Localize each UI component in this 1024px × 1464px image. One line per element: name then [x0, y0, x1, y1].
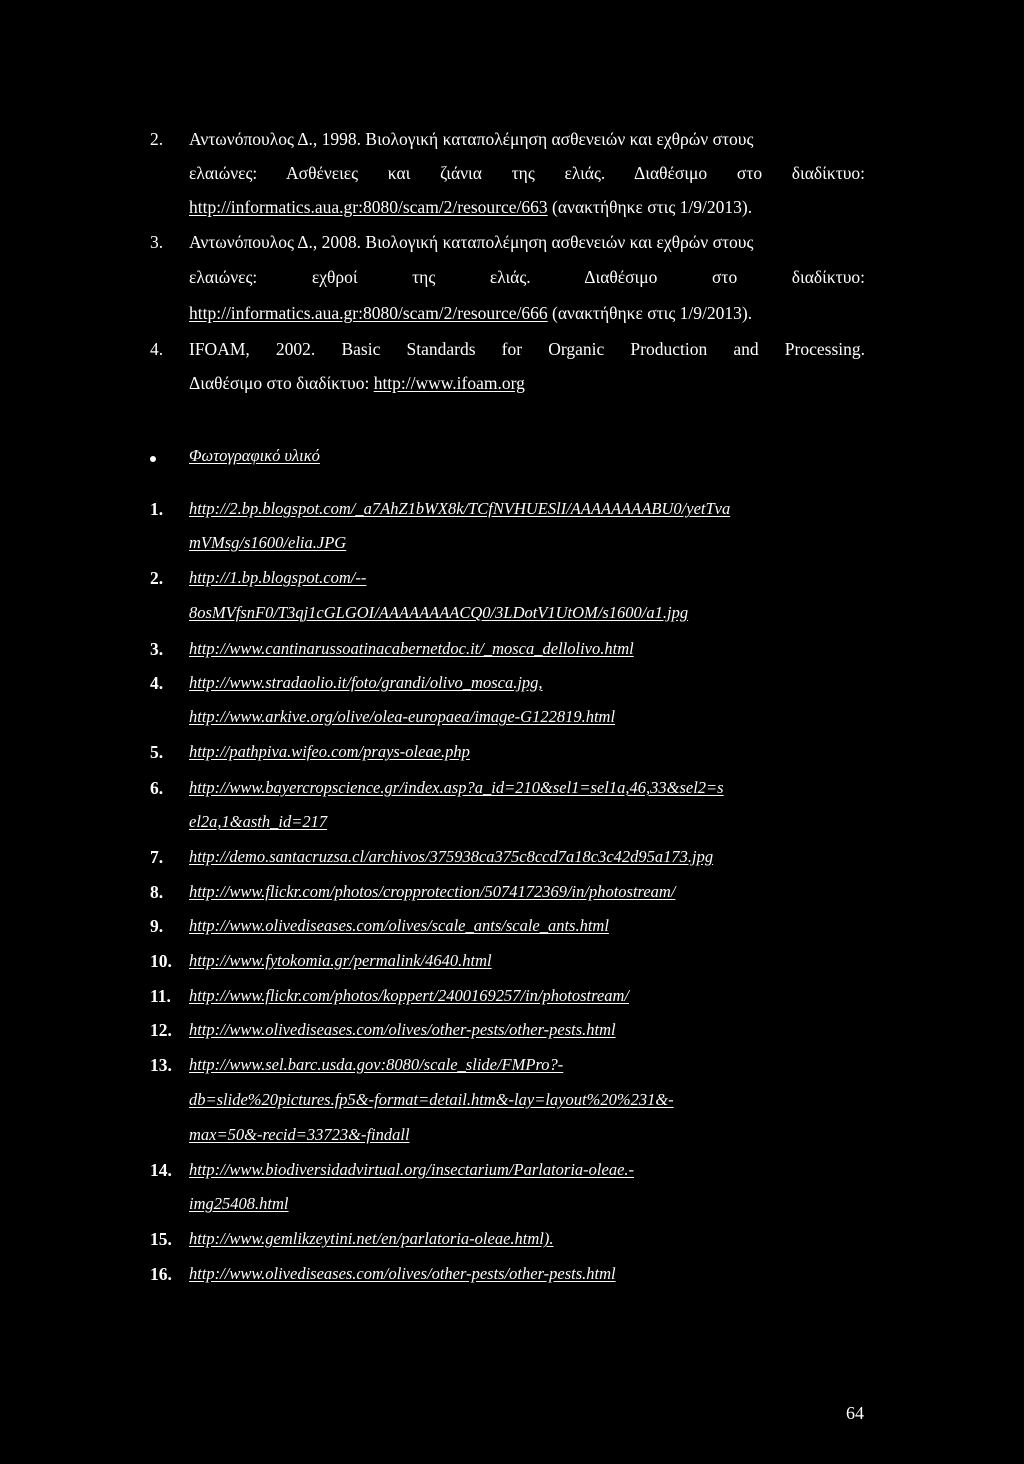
- photo-link-number: 4.: [150, 673, 164, 693]
- photo-link-url[interactable]: http://www.olivediseases.com/olives/other-pests/other-pests.html: [189, 1020, 616, 1039]
- photo-link-url[interactable]: db=slide%20pictures.fp5&-format=detail.htm&-lay=layout%20%231&-: [189, 1090, 674, 1109]
- ref2-line3: [189, 196, 752, 218]
- photo-link-url[interactable]: img25408.html: [189, 1194, 289, 1213]
- photo-link-url[interactable]: http://www.fytokomia.gr/permalink/4640.html: [189, 951, 492, 970]
- photo-link-url[interactable]: http://demo.santacruzsa.cl/archivos/375938ca375c8ccd7a18c3c42d95a173.jpg: [189, 847, 714, 866]
- photo-link-url[interactable]: http://www.flickr.com/photos/koppert/2400169257/in/photostream/: [189, 986, 629, 1005]
- photo-link-url[interactable]: 8osMVfsnF0/T3qj1cGLGOI/AAAAAAAACQ0/3LDotV1UtOM/s1600/a1.jpg: [189, 603, 689, 622]
- ref-number: 4.: [150, 339, 164, 359]
- photo-link-url[interactable]: http://pathpiva.wifeo.com/prays-oleae.php: [189, 742, 470, 761]
- ref2-url-link[interactable]: http://informatics.aua.gr:8080/scam/2/resource/663: [189, 197, 548, 217]
- photo-link-number: 10.: [150, 951, 172, 971]
- photo-link-url[interactable]: http://www.olivediseases.com/olives/scale_ants/scale_ants.html: [189, 916, 609, 935]
- photo-link-url[interactable]: http://www.cantinarussoatinacabernetdoc.it/_mosca_dellolivo.html: [189, 639, 634, 658]
- photo-link-url[interactable]: http://1.bp.blogspot.com/--: [189, 568, 367, 587]
- ref3-retrieved: (ανακτήθηκε στις 1/9/2013).: [547, 303, 753, 323]
- ref4-line1: IFOAM, 2002. Basic Standards for Organic Production and Processing.: [189, 339, 865, 359]
- ref3-line2: ελαιώνες: εχθροί της ελιάς. Διαθέσιμο στο διαδίκτυο:: [189, 267, 865, 287]
- ref2-line2: ελαιώνες: Ασθένειες και ζιάνια της ελιάς. Διαθέσιμο στο διαδίκτυο:: [189, 163, 865, 183]
- photo-link-number: 15.: [150, 1229, 172, 1249]
- photo-link-number: 2.: [150, 568, 164, 588]
- photo-link-url[interactable]: http://www.arkive.org/olive/olea-europaea/image-G122819.html: [189, 707, 616, 726]
- photo-link-url[interactable]: http://www.bayercropscience.gr/index.asp?a_id=210&sel1=sel1a,46,33&sel2=s: [189, 778, 724, 797]
- photo-link-url[interactable]: http://www.gemlikzeytini.net/en/parlatoria-oleae.html).: [189, 1229, 554, 1248]
- photo-link-number: 6.: [150, 778, 164, 798]
- photo-link-number: 16.: [150, 1264, 172, 1284]
- photo-link-url[interactable]: max=50&-recid=33723&-findall: [189, 1125, 410, 1144]
- photo-link-url[interactable]: http://www.olivediseases.com/olives/other-pests/other-pests.html: [189, 1264, 616, 1283]
- photo-link-url[interactable]: http://www.biodiversidadvirtual.org/insectarium/Parlatoria-oleae.-: [189, 1160, 635, 1179]
- photo-link-url[interactable]: el2a,1&asth_id=217: [189, 812, 328, 831]
- ref-number: 3.: [150, 232, 164, 252]
- ref3-line3: [189, 302, 752, 324]
- ref3-line1: Αντωνόπουλος Δ., 2008. Βιολογική καταπολέμηση ασθενειών και εχθρών στους: [189, 232, 754, 252]
- bullet-icon: [150, 456, 156, 462]
- photo-link-number: 1.: [150, 499, 164, 519]
- photo-link-number: 13.: [150, 1055, 172, 1075]
- photo-link-url[interactable]: http://2.bp.blogspot.com/_a7AhZ1bWX8k/TCfNVHUESlI/AAAAAAAABU0/yetTva: [189, 499, 731, 518]
- photo-link-number: 7.: [150, 847, 164, 867]
- ref-number: 2.: [150, 129, 164, 149]
- photo-link-number: 9.: [150, 916, 164, 936]
- section-title-photos: Φωτογραφικό υλικό: [189, 446, 320, 465]
- ref2-retrieved: (ανακτήθηκε στις 1/9/2013).: [547, 197, 753, 217]
- ref4-line2: [189, 372, 525, 394]
- photo-link-url[interactable]: http://www.sel.barc.usda.gov:8080/scale_slide/FMPro?-: [189, 1055, 564, 1074]
- photo-link-number: 5.: [150, 742, 164, 762]
- photo-link-number: 11.: [150, 986, 171, 1006]
- page-number: 64: [846, 1403, 864, 1423]
- photo-link-number: 8.: [150, 882, 164, 902]
- ref4-url-link[interactable]: http://www.ifoam.org: [373, 373, 525, 393]
- ref2-line1: Αντωνόπουλος Δ., 1998. Βιολογική καταπολέμηση ασθενειών και εχθρών στους: [189, 129, 754, 149]
- photo-link-url[interactable]: http://www.stradaolio.it/foto/grandi/olivo_mosca.jpg,: [189, 673, 543, 692]
- ref3-url-link[interactable]: http://informatics.aua.gr:8080/scam/2/resource/666: [189, 303, 548, 323]
- photo-link-number: 3.: [150, 639, 164, 659]
- photo-link-number: 14.: [150, 1160, 172, 1180]
- ref4-available-online: Διαθέσιμο στο διαδίκτυο:: [189, 373, 374, 393]
- photo-link-url[interactable]: mVMsg/s1600/elia.JPG: [189, 533, 347, 552]
- photo-link-url[interactable]: http://www.flickr.com/photos/cropprotection/5074172369/in/photostream/: [189, 882, 676, 901]
- photo-link-number: 12.: [150, 1020, 172, 1040]
